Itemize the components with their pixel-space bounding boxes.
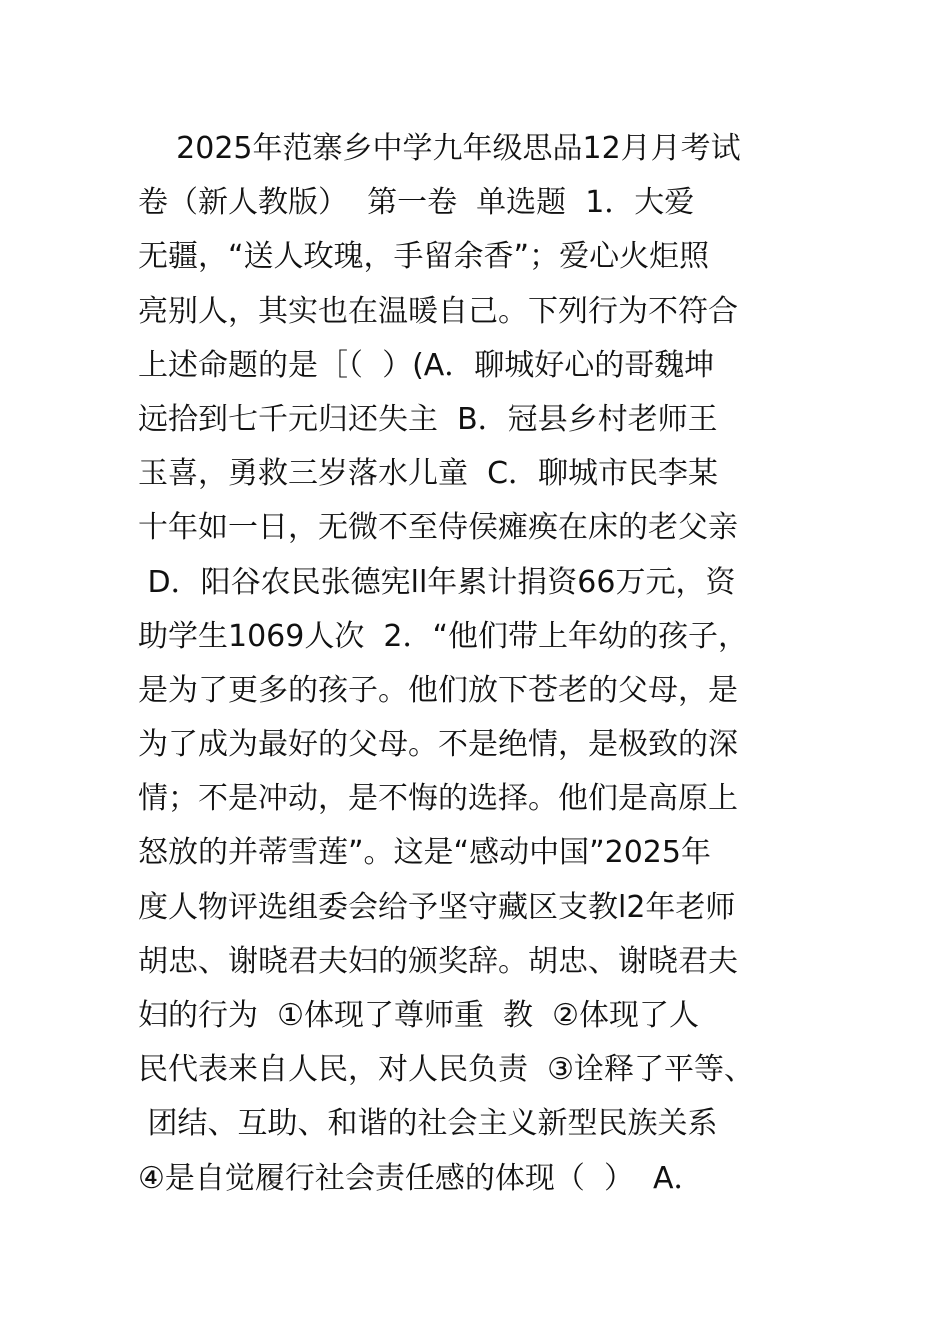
text-line: 为了成为最好的父母。不是绝情，是极致的深: [138, 727, 738, 763]
text-line: 卷（新人教版） 第一卷 单选题 1．大爱: [138, 185, 695, 221]
text-line: 上述命题的是［（ ）(A．聊城好心的哥魏坤: [138, 347, 715, 383]
text-line: 情；不是冲动，是不悔的选择。他们是高原上: [138, 781, 738, 817]
text-line: 度人物评选组委会给予坚守藏区支教l2年老师: [138, 889, 736, 925]
text-line: 2025年范寨乡中学九年级思品12月月考试: [138, 131, 741, 166]
text-line: 是为了更多的孩子。他们放下苍老的父母，是: [138, 672, 738, 708]
text-line: 远拾到七千元归还失主 B．冠县乡村老师王: [138, 401, 718, 437]
text-line: 助学生1069人次 2．“他们带上年幼的孩子，: [138, 618, 749, 654]
text-line: 无疆，“送人玫瑰，手留余香”；爱心火炬照: [138, 239, 710, 275]
text-line: 亮别人，其实也在温暖自己。下列行为不符合: [138, 293, 738, 329]
document-body: [138, 122, 838, 1206]
text-line: 团结、互助、和谐的社会主义新型民族关系: [138, 1106, 718, 1142]
text-line: 妇的行为 ①体现了尊师重 教 ②体现了人: [138, 998, 700, 1033]
text-line: 民代表来自人民，对人民负责 ③诠释了平等、: [138, 1052, 754, 1088]
text-line: ④是自觉履行社会责任感的体现（ ） A．: [138, 1160, 704, 1196]
text-line: D．阳谷农民张德宪ll年累计捐资66万元，资: [138, 564, 736, 600]
text-line: 十年如一日，无微不至侍侯瘫痪在床的老父亲: [138, 510, 738, 546]
text-line: 怒放的并蒂雪莲”。这是“感动中国”2025年: [138, 835, 711, 871]
text-line: 玉喜，勇救三岁落水儿童 C．聊城市民李某: [138, 456, 719, 492]
text-line: 胡忠、谢晓君夫妇的颁奖辞。胡忠、谢晓君夫: [138, 943, 738, 979]
